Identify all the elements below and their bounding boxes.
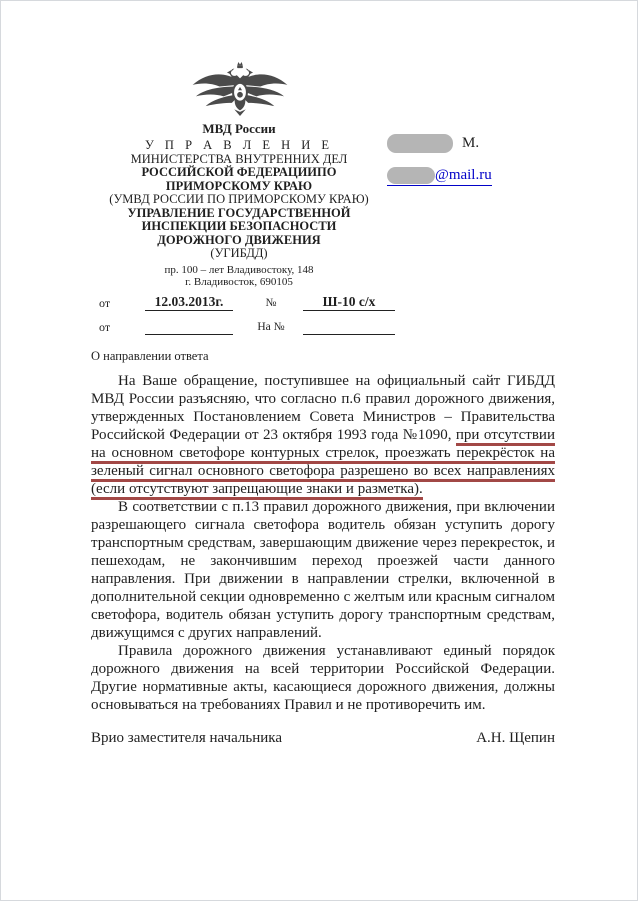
recipient-block — [387, 131, 597, 188]
paragraph-3: Правила дорожного движения устанавливают единый порядок дорожного движения на всей территории Российской Федерации. Другие нормативные акты, касающиеся дорожного движения, должны основываться на требованиях Правил и не противоречить им. — [91, 643, 555, 713]
letter-date: 12.03.2013г. — [145, 293, 233, 311]
from-label: от — [99, 296, 111, 310]
from-label: от — [99, 320, 111, 334]
org-line: УПРАВЛЕНИЕ ГОСУДАРСТВЕННОЙ — [127, 205, 351, 220]
number-label: № — [265, 297, 277, 309]
recipient-email-line — [387, 164, 597, 188]
signature-title: Врио заместителя начальника — [91, 730, 282, 746]
letter-number: Ш-10 с/х — [303, 293, 395, 311]
paragraph-1-text: На Ваше обращение, поступившее на официальный сайт ГИБДД МВД России разъясняю, что согласно п.6 правил дорожного движения, утвержденных Постановлением Совета Министров – Правительства Российской Федерации от 23 октября 1993 года №1090, — [91, 373, 555, 443]
org-line: (УГИБДД) — [210, 246, 268, 260]
highlighted-passage: при отсутствии на основном светофоре контурных стрелок, проезжать перекрёсток на зеленый сигнал основного светофора разрешено во всех направлениях (если отсутствуют запрещающие знаки и разметка). — [91, 427, 555, 500]
org-line: МИНИСТЕРСТВА ВНУТРЕННИХ ДЕЛ — [130, 151, 348, 166]
org-header-block — [89, 139, 389, 289]
reference-block — [89, 292, 399, 340]
org-line: ИНСПЕКЦИИ БЕЗОПАСНОСТИ — [141, 219, 337, 233]
org-line: РОССИЙСКОЙ ФЕДЕРАЦИИПО — [141, 165, 337, 179]
signature-row — [91, 730, 555, 747]
incoming-number-blank — [303, 317, 395, 335]
org-line: (УМВД РОССИИ ПО ПРИМОРСКОМУ КРАЮ) — [109, 192, 369, 206]
incoming-date-blank — [145, 317, 233, 335]
org-line: ДОРОЖНОГО ДВИЖЕНИЯ — [157, 232, 321, 247]
paragraph-2: В соответствии с п.13 правил дорожного движения, при включении разрешающего сигнала светофора водитель обязан уступить дорогу транспортным средствам, завершающим движение через перекресток, и пешеходам, не закончившим переход проезжей части данного направления. При движении в направлении стрелки, включенной в дополнительной секции одновременно с желтым или красным сигналом светофора, водитель обязан уступить дорогу транспортным средствам, движущимся с других направлений. — [91, 499, 555, 641]
letter-body — [91, 372, 555, 714]
recipient-name-line — [387, 131, 597, 155]
incoming-reference-row — [89, 316, 399, 335]
subject-line: О направлении ответа — [91, 349, 209, 363]
coat-of-arms-icon — [191, 58, 289, 120]
org-short-name: МВД России — [202, 121, 276, 136]
outgoing-reference-row — [89, 292, 399, 311]
email-link[interactable] — [387, 167, 492, 186]
email-domain: @mail.ru — [435, 166, 492, 183]
incoming-number-label: На № — [257, 321, 285, 333]
org-address-line: пр. 100 – лет Владивостоку, 148 — [164, 263, 314, 276]
redacted-email-prefix — [387, 167, 435, 184]
org-address-line: г. Владивосток, 690105 — [185, 276, 293, 288]
redacted-name — [387, 134, 453, 153]
org-line: У П Р А В Л Е Н И Е — [144, 138, 334, 152]
recipient-initial: М. — [462, 134, 480, 151]
signature-name: А.Н. Щепин — [476, 730, 555, 746]
org-line: ПРИМОРСКОМУ КРАЮ — [165, 178, 313, 193]
paragraph-1 — [91, 372, 555, 498]
